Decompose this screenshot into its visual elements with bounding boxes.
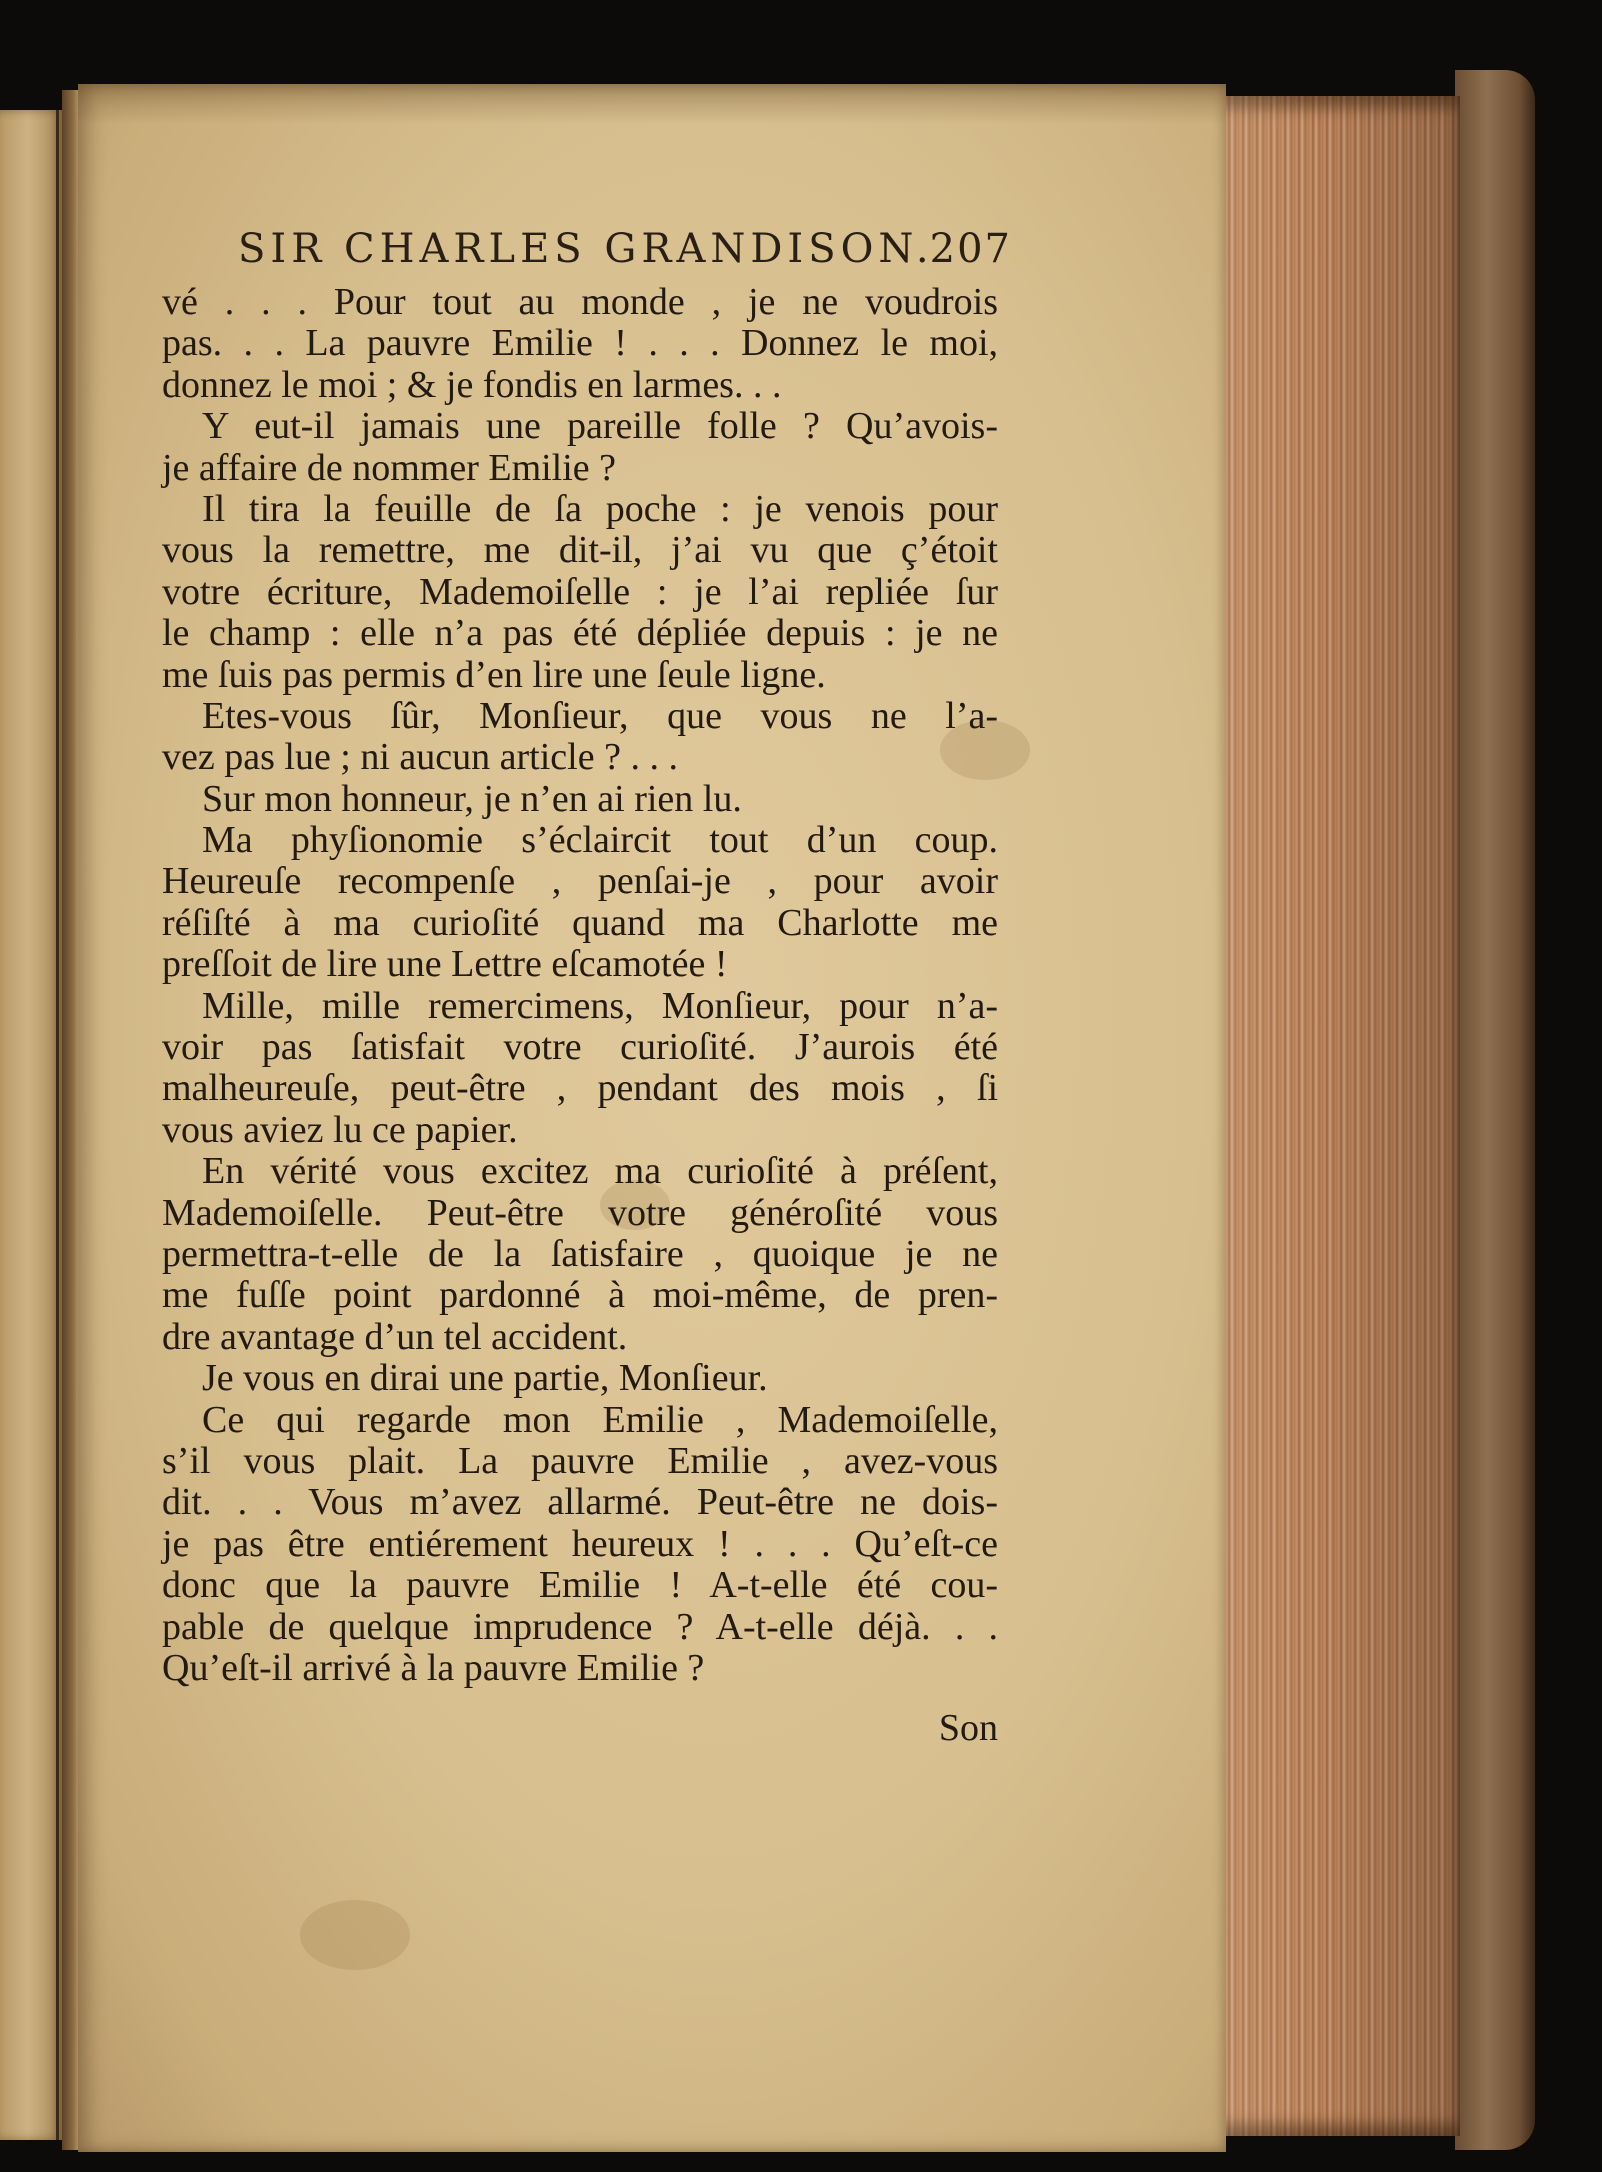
page-top-shadow (78, 84, 1226, 124)
text-line: votre écriture, Mademoiſelle : je l’ai repliée ſur (162, 570, 998, 613)
fore-edge-shading (1210, 96, 1460, 2136)
text-line: Etes-vous ſûr, Monſieur, que vous ne l’a- (202, 694, 998, 737)
text-line: donc que la pauvre Emilie ! A-t-elle été cou- (162, 1564, 998, 1607)
text-line: Mademoiſelle. Peut-être votre généroſité vous (162, 1191, 998, 1234)
foxing-spot (300, 1900, 410, 1970)
text-line: donnez le moi ; & je fondis en larmes. . . (162, 363, 782, 406)
text-line: dit. . . Vous m’avez allarmé. Peut-être ne dois- (162, 1481, 998, 1524)
text-line: me ſuis pas permis d’en lire une ſeule ligne. (162, 653, 826, 696)
text-line: pas. . . La pauvre Emilie ! . . . Donnez le moi, (162, 322, 998, 365)
text-line: Ce qui regarde mon Emilie , Mademoiſelle, (202, 1398, 998, 1441)
text-line: Qu’eſt-il arrivé à la pauvre Emilie ? (162, 1646, 705, 1689)
leather-binding (1455, 70, 1535, 2150)
text-line: voir pas ſatisfait votre curioſité. J’aurois été (162, 1026, 998, 1069)
text-line: Ma phyſionomie s’éclaircit tout d’un coup. (202, 819, 998, 862)
text-line: vous aviez lu ce papier. (162, 1108, 518, 1151)
text-line: je pas être entiérement heureux ! . . . Qu’eſt-ce (162, 1522, 998, 1565)
text-line: s’il vous plait. La pauvre Emilie , avez-vous (162, 1439, 998, 1482)
text-line: le champ : elle n’a pas été dépliée depuis : je ne (162, 612, 998, 655)
text-line: Y eut-il jamais une pareille folle ? Qu’avois- (202, 405, 998, 448)
body-text (162, 282, 998, 1782)
page-number: 207 (929, 226, 1012, 272)
text-line: Je vous en dirai une partie, Monſieur. (202, 1357, 768, 1400)
text-line: me fuſſe point pardonné à moi-même, de pren- (162, 1274, 998, 1317)
text-line: Sur mon honneur, je n’en ai rien lu. (202, 777, 742, 820)
catchword: Son (938, 1707, 998, 1749)
text-line: Mille, mille remercimens, Monſieur, pour n’a- (202, 984, 998, 1027)
text-line: Il tira la feuille de ſa poche : je venois pour (202, 487, 998, 530)
text-line: Heureuſe recompenſe , penſai-je , pour avoir (162, 860, 998, 903)
text-line: preſſoit de lire une Lettre eſcamotée ! (162, 943, 728, 986)
text-line: vé . . . Pour tout au monde , je ne voudrois (162, 281, 998, 323)
text-line: pable de quelque imprudence ? A-t-elle déjà. . . (162, 1605, 998, 1648)
text-line: dre avantage d’un tel accident. (162, 1315, 628, 1358)
text-line: vez pas lue ; ni aucun article ? . . . (162, 736, 678, 779)
text-line: malheureuſe, peut-être , pendant des mois , ſi (162, 1067, 998, 1110)
text-line: vous la remettre, me dit-il, j’ai vu que ç’étoit (162, 529, 998, 572)
running-head: SIR CHARLES GRANDISON. (238, 226, 934, 272)
text-line: réſiſté à ma curioſité quand ma Charlotte me (162, 901, 998, 944)
text-line: je affaire de nommer Emilie ? (162, 446, 617, 489)
text-line: En vérité vous excitez ma curioſité à préſent, (202, 1150, 998, 1193)
text-line: permettra-t-elle de la ſatisfaire , quoique je ne (162, 1232, 998, 1275)
previous-page-rule (56, 110, 59, 2140)
previous-page-edge (0, 110, 62, 2140)
